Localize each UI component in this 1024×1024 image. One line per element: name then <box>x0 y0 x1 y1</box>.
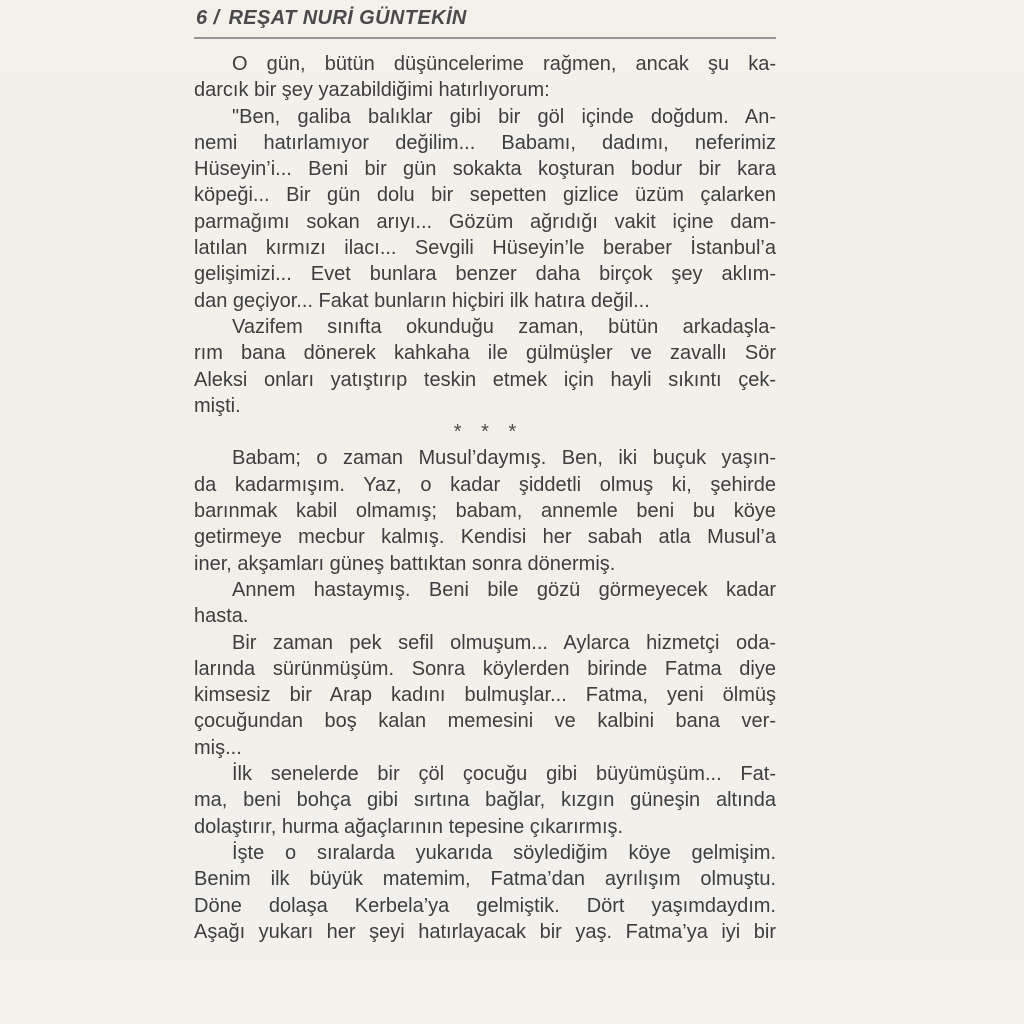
text-line: rım bana dönerek kahkaha ile gülmüşler ve zavallı Sör <box>194 342 776 365</box>
header-divider <box>194 37 776 39</box>
text-line: köpeği... Bir gün dolu bir sepetten gizlice üzüm çalarken <box>194 184 776 207</box>
text-line: Hüseyin’i... Beni bir gün sokakta koşturan bodur bir kara <box>194 158 776 181</box>
text-line: gelişimizi... Evet bunlara benzer daha birçok şey aklım- <box>194 263 776 286</box>
text-line: Vazifem sınıfta okunduğu zaman, bütün arkadaşla- <box>232 315 776 338</box>
text-line: barınmak kabil olmamış; babam, annemle beni bu köye <box>194 500 776 523</box>
page-header <box>196 7 467 30</box>
text-line: mişti. <box>194 394 241 417</box>
text-line: Babam; o zaman Musul’daymış. Ben, iki buçuk yaşın- <box>232 447 776 470</box>
text-line: kimsesiz bir Arap kadını bulmuşlar... Fatma, yeni ölmüş <box>194 684 776 707</box>
text-line: nemi hatırlamıyor değilim... Babamı, dadımı, neferimiz <box>194 131 776 154</box>
running-title: REŞAT NURİ GÜNTEKİN <box>228 7 467 29</box>
body-text <box>194 51 776 945</box>
paragraph <box>194 104 776 314</box>
text-line: "Ben, galiba balıklar gibi bir göl içinde doğdum. An- <box>232 105 776 128</box>
text-line: latılan kırmızı ilacı... Sevgili Hüseyin’le beraber İstanbul’a <box>194 237 776 260</box>
text-line: dolaştırır, hurma ağaçlarının tepesine çıkarırmış. <box>194 815 624 838</box>
text-line: ma, beni bohça gibi sırtına bağlar, kızgın güneşin altında <box>194 789 776 812</box>
text-line: dan geçiyor... Fakat bunların hiçbiri ilk hatıra değil... <box>194 289 650 312</box>
text-line: Aleksi onları yatıştırıp teskin etmek için hayli sıkıntı çek- <box>194 368 776 391</box>
text-line: iner, akşamları güneş battıktan sonra dönermiş. <box>194 552 616 575</box>
paragraph <box>194 630 776 761</box>
text-line: parmağımı sokan arıyı... Gözüm ağrıdığı vakit içine dam- <box>194 210 776 233</box>
text-line: da kadarmışım. Yaz, o kadar şiddetli olmuş ki, şehirde <box>194 473 776 496</box>
text-line: Benim ilk büyük matemim, Fatma’dan ayrılışım olmuştu. <box>194 868 776 891</box>
section-break: * * * <box>453 421 524 444</box>
paragraph <box>194 761 776 840</box>
text-line: getirmeye mecbur kalmış. Kendisi her sabah atla Musul’a <box>194 526 776 549</box>
text-line: darcık bir şey yazabildiğimi hatırlıyorum: <box>194 79 550 102</box>
text-line: İlk senelerde bir çöl çocuğu gibi büyümüşüm... Fat- <box>232 763 776 786</box>
text-line: Annem hastaymış. Beni bile gözü görmeyecek kadar <box>232 578 776 601</box>
paragraph <box>194 445 776 576</box>
paragraph <box>194 577 776 630</box>
text-line: miş... <box>194 736 242 759</box>
text-line: İşte o sıralarda yukarıda söylediğim köye gelmişim. <box>232 841 776 864</box>
paragraph <box>194 840 776 945</box>
text-line: hasta. <box>194 605 249 628</box>
text-line: O gün, bütün düşüncelerime rağmen, ancak şu ka- <box>232 53 776 75</box>
paragraph <box>194 314 776 419</box>
text-line: larında sürünmüşüm. Sonra köylerden birinde Fatma diye <box>194 657 776 680</box>
paragraph <box>194 51 776 104</box>
text-line: Bir zaman pek sefil olmuşum... Aylarca hizmetçi oda- <box>232 631 776 654</box>
text-line: Döne dolaşa Kerbela’ya gelmiştik. Dört yaşımdaydım. <box>194 894 776 917</box>
text-line: çocuğundan boş kalan memesini ve kalbini bana ver- <box>194 710 776 733</box>
page-number: 6 / <box>196 7 220 29</box>
text-line: Aşağı yukarı her şeyi hatırlayacak bir yaş. Fatma’ya iyi bir <box>194 920 776 943</box>
